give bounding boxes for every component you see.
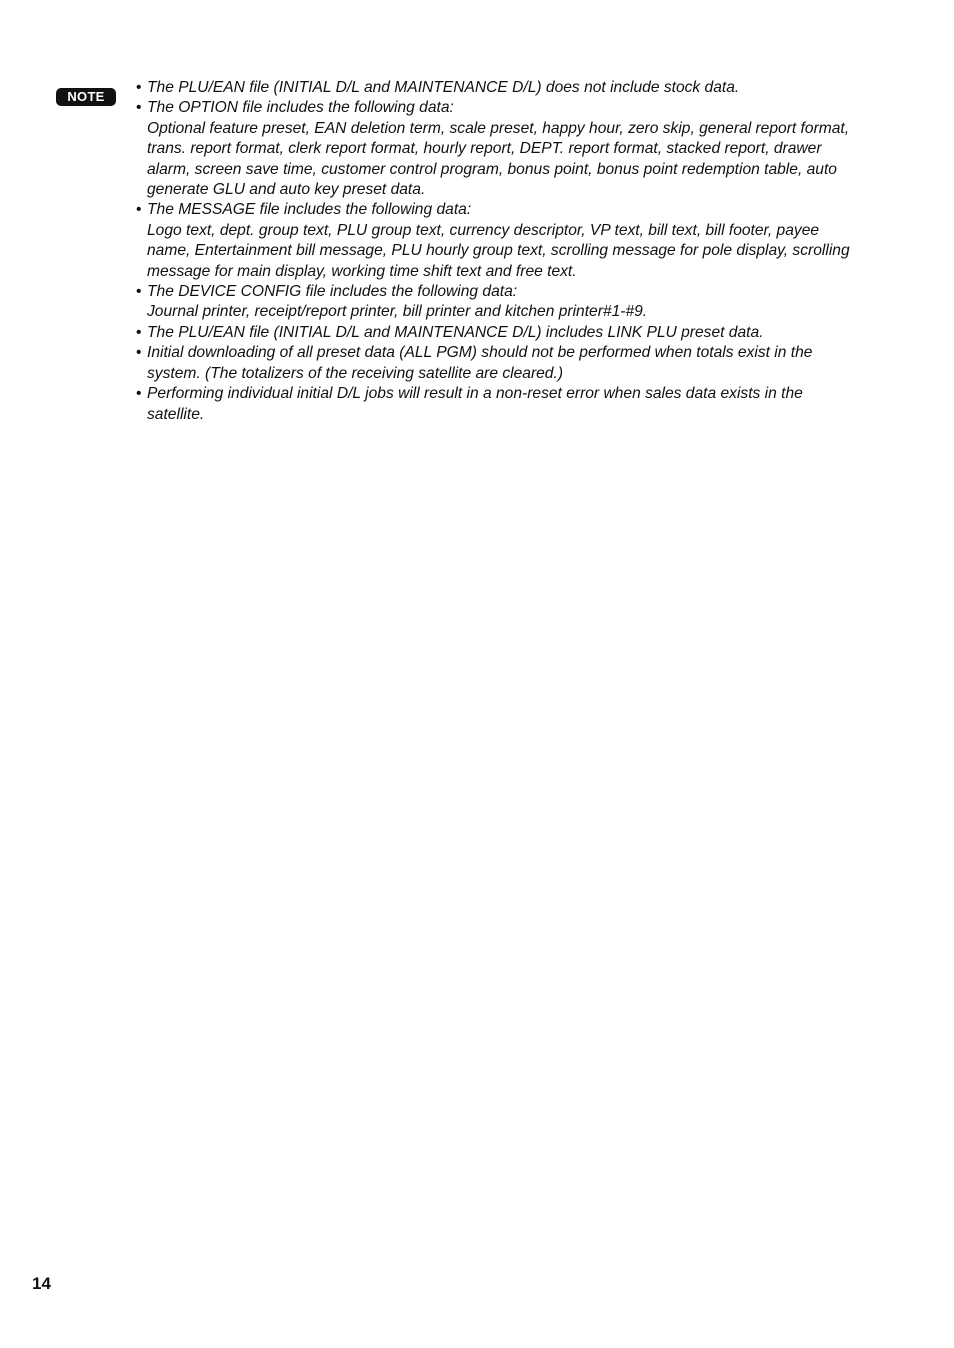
note-item-device-config bbox=[136, 282, 856, 323]
note-item-message-file bbox=[136, 200, 856, 282]
note-item-detail: Journal printer, receipt/report printer, bill printer and kitchen printer#1-#9. bbox=[147, 303, 648, 321]
note-item-link-plu bbox=[136, 323, 856, 343]
bullet-icon: • bbox=[136, 283, 142, 301]
note-item-text: The OPTION file includes the following data: bbox=[147, 99, 454, 117]
note-item-option-file bbox=[136, 98, 856, 200]
note-item-detail: Optional feature preset, EAN deletion term, scale preset, happy hour, zero skip, general report format, trans. report format, clerk report format, hourly report, DEPT. report format, stacked report, drawer alarm, screen save time, customer control program, bonus point, bonus point redemption table, auto generate GLU and auto key preset data. bbox=[147, 119, 850, 199]
bullet-icon: • bbox=[136, 385, 142, 403]
note-item-text: The PLU/EAN file (INITIAL D/L and MAINTENANCE D/L) does not include stock data. bbox=[147, 79, 740, 96]
bullet-icon: • bbox=[136, 99, 142, 117]
note-badge: NOTE bbox=[56, 88, 116, 106]
note-item-detail: Logo text, dept. group text, PLU group text, currency descriptor, VP text, bill text, bill footer, payee name, Entertainment bill message, PLU hourly group text, scrolling message for pole display, scrolling message for main display, working time shift text and free text. bbox=[147, 221, 850, 280]
note-item-all-pgm bbox=[136, 343, 856, 384]
note-item-text: The MESSAGE file includes the following data: bbox=[147, 201, 472, 219]
bullet-icon: • bbox=[136, 201, 142, 219]
page-number: 14 bbox=[32, 1274, 51, 1293]
bullet-icon: • bbox=[136, 79, 142, 96]
note-item-text: Initial downloading of all preset data (ALL PGM) should not be performed when totals exist in the system. (The totalizers of the receiving satellite are cleared.) bbox=[147, 344, 813, 382]
bullet-icon: • bbox=[136, 323, 142, 341]
note-list bbox=[136, 78, 856, 425]
note-item-stock-data bbox=[136, 78, 856, 98]
note-item-text: Performing individual initial D/L jobs will result in a non-reset error when sales data exists in the satellite. bbox=[147, 385, 803, 423]
note-item-non-reset-error bbox=[136, 384, 856, 425]
bullet-icon: • bbox=[136, 344, 142, 362]
note-item-text: The PLU/EAN file (INITIAL D/L and MAINTENANCE D/L) includes LINK PLU preset data. bbox=[147, 323, 764, 341]
note-item-text: The DEVICE CONFIG file includes the following data: bbox=[147, 283, 518, 301]
